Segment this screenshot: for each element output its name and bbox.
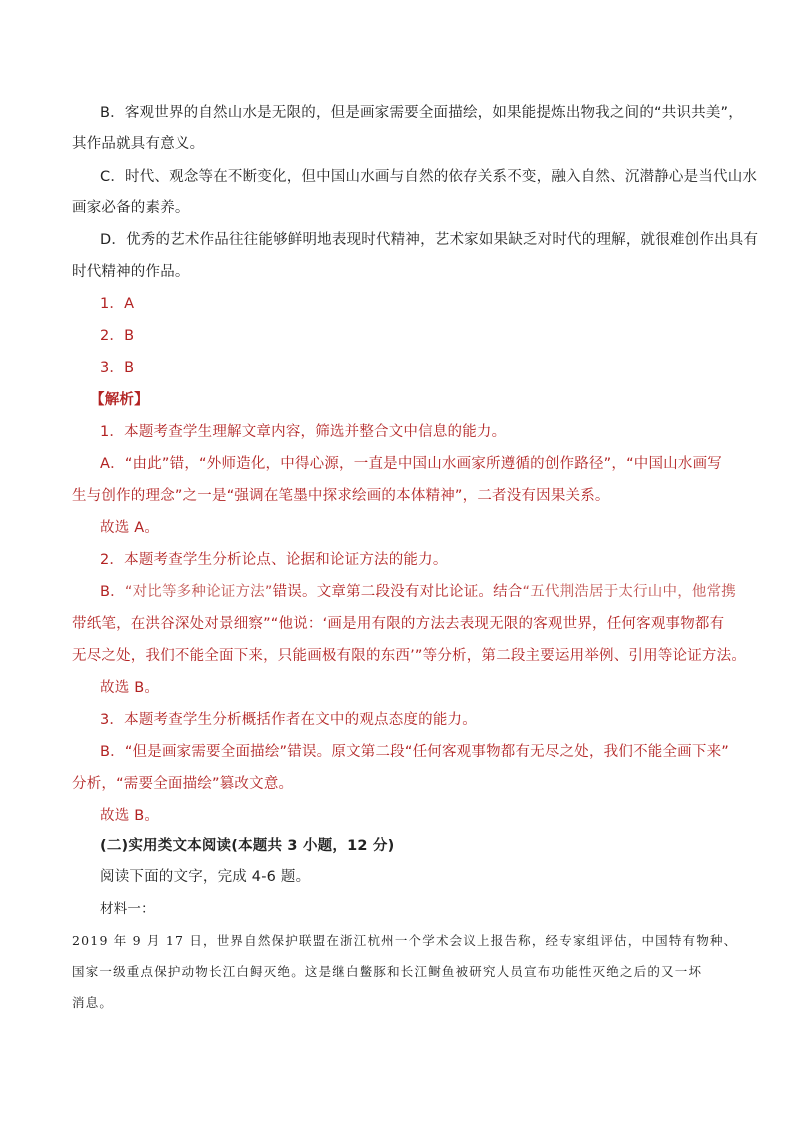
analysis-q2-line-2: 带纸笔，在洪谷深处对景细察”“他说：‘画是用有限的方法去表现无限的客观世界，任何客观事物都有 (72, 616, 725, 632)
option-b-line-1: B．客观世界的自然山水是无限的，但是画家需要全面描绘，如果能提炼出物我之间的“共识共美”， (100, 105, 743, 121)
analysis-q1-choice: 故选 A。 (100, 520, 160, 536)
analysis-q2-quote-2: “五代荆浩居于太行山中，他常携 (522, 584, 737, 600)
option-c-line-2: 画家必备的素养。 (72, 200, 190, 216)
analysis-label: 【解析】 (90, 392, 149, 408)
analysis-q3-choice: 故选 B。 (100, 808, 160, 824)
option-b-line-2: 其作品就具有意义。 (72, 136, 205, 152)
analysis-q3-line-2: 分析，“需要全面描绘”篡改文意。 (72, 776, 294, 792)
material-text-line-2: 国家一级重点保护动物长江白鲟灭绝。这是继白鳖豚和长江鲥鱼被研究人员宣布功能性灭绝之后的又一坏 (72, 964, 703, 979)
material-text-line-3: 消息。 (72, 995, 114, 1010)
analysis-q2-line-1 (100, 582, 740, 602)
analysis-q1-intro: 1．本题考查学生理解文章内容，筛选并整合文中信息的能力。 (100, 424, 507, 440)
answer-1: 1．A (100, 296, 135, 312)
material-label: 材料一： (100, 901, 155, 917)
analysis-q1-line-2: 生与创作的理念”之一是“强调在笔墨中探求绘画的本体精神”，二者没有因果关系。 (72, 488, 610, 504)
analysis-q2-choice: 故选 B。 (100, 680, 160, 696)
analysis-q3-line-1: B．“但是画家需要全面描绘”错误。原文第二段“任何客观事物都有无尽之处，我们不能全画下来” (100, 744, 729, 760)
option-d-line-2: 时代精神的作品。 (72, 264, 190, 280)
analysis-q3-intro: 3．本题考查学生分析概括作者在文中的观点态度的能力。 (100, 712, 477, 728)
analysis-q2-prefix: B． (100, 584, 125, 600)
analysis-q2-line-3: 无尽之处，我们不能全面下来，只能画极有限的东西’”等分析，第二段主要运用举例、引用等论证方法。 (72, 648, 747, 664)
answer-3: 3．B (100, 360, 135, 376)
analysis-q2-quote-1: “对比等多种论证方法” (124, 584, 273, 600)
section-2-instruction: 阅读下面的文字，完成 4-6 题。 (100, 869, 311, 885)
analysis-q1-line-1: A．“由此”错，“外师造化，中得心源，一直是中国山水画家所遵循的创作路径”，“中国山水画写 (100, 456, 722, 472)
option-d-line-1: D．优秀的艺术作品往往能够鲜明地表现时代精神，艺术家如果缺乏对时代的理解，就很难创作出具有 (100, 232, 759, 248)
option-c-line-1: C．时代、观念等在不断变化，但中国山水画与自然的依存关系不变，融入自然、沉潜静心是当代山水 (100, 169, 758, 185)
section-2-heading: (二)实用类文本阅读(本题共 3 小题，12 分) (100, 838, 395, 854)
answer-2: 2．B (100, 328, 135, 344)
analysis-q2-mid: 错误。文章第二段没有对比论证。结合 (272, 584, 523, 600)
analysis-q2-intro: 2．本题考查学生分析论点、论据和论证方法的能力。 (100, 552, 448, 568)
material-text-line-1: 2019 年 9 月 17 日，世界自然保护联盟在浙江杭州一个学术会议上报告称，经专家组评估，中国特有物种、 (72, 933, 738, 948)
